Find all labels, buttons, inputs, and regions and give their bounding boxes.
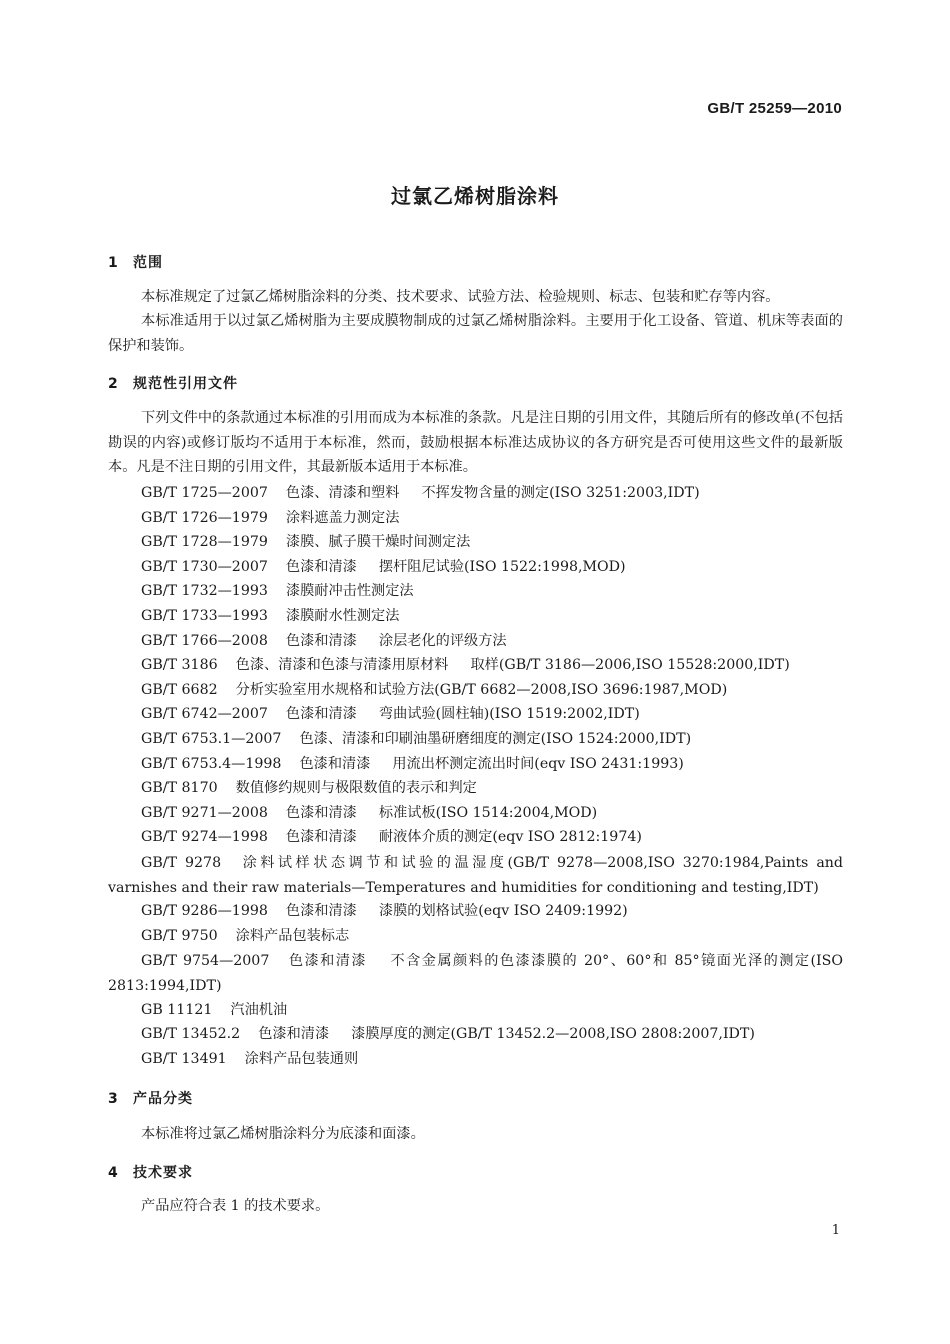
section-2-heading bbox=[108, 373, 238, 393]
reference-code: GB/T 9750 bbox=[141, 927, 218, 944]
reference-title: 漆膜的划格试验(eqv ISO 2409:1992) bbox=[378, 903, 628, 920]
section-1-paragraph-2: 本标准适用于以过氯乙烯树脂为主要成膜物制成的过氯乙烯树脂涂料。主要用于化工设备、管道、机床等表面的保护和装饰。 bbox=[108, 313, 843, 354]
reference-entry bbox=[141, 531, 470, 551]
reference-entry bbox=[141, 802, 597, 822]
section-title: 产品分类 bbox=[133, 1091, 193, 1107]
section-number: 1 bbox=[108, 255, 119, 271]
reference-title: 标准试板(ISO 1514:2004,MOD) bbox=[378, 804, 598, 821]
reference-entry bbox=[141, 777, 477, 797]
reference-code: GB/T 9274—1998 bbox=[141, 829, 268, 846]
reference-entry bbox=[141, 728, 691, 748]
reference-title: 摆杆阻尼试验(ISO 1522:1998,MOD) bbox=[378, 558, 626, 575]
section-1-paragraph-1: 本标准规定了过氯乙烯树脂涂料的分类、技术要求、试验方法、检验规则、标志、包装和贮存等内容。 bbox=[141, 289, 780, 305]
reference-code: GB/T 9271—2008 bbox=[141, 804, 268, 821]
reference-code: GB/T 1725—2007 bbox=[141, 485, 268, 501]
reference-code: GB/T 1733—1993 bbox=[141, 608, 268, 624]
reference-entry bbox=[141, 826, 642, 846]
section-number: 2 bbox=[108, 376, 119, 392]
reference-code: GB/T 13491 bbox=[141, 1050, 227, 1067]
reference-entry bbox=[108, 851, 843, 900]
section-2-intro: 下列文件中的条款通过本标准的引用而成为本标准的条款。凡是注日期的引用文件，其随后所有的修改单(不包括勘误的内容)或修订版均不适用于本标准，然而，鼓励根据本标准达成协议的各方研究是否可使用这些文件的最新版本。凡是不注日期的引用文件，其最新版本适用于本标准。 bbox=[108, 410, 843, 476]
reference-code: GB/T 1766—2008 bbox=[141, 632, 268, 649]
reference-title: 用流出杯测定流出时间(eqv ISO 2431:1993) bbox=[392, 755, 684, 772]
reference-title: 色漆、清漆和色漆与清漆用原材料 bbox=[235, 657, 449, 674]
reference-entry bbox=[141, 900, 628, 920]
section-4-paragraph: 产品应符合表 1 的技术要求。 bbox=[141, 1198, 330, 1214]
reference-entry bbox=[141, 482, 700, 502]
reference-code: GB/T 13452.2 bbox=[141, 1026, 241, 1043]
reference-title: 数值修约规则与极限数值的表示和判定 bbox=[235, 780, 477, 797]
reference-title: 色漆和清漆 bbox=[285, 829, 357, 846]
reference-code: GB/T 9286—1998 bbox=[141, 903, 268, 920]
section-number: 4 bbox=[108, 1165, 119, 1181]
reference-entry bbox=[141, 630, 507, 650]
reference-title: 涂层老化的评级方法 bbox=[378, 632, 507, 649]
reference-code: GB/T 6742—2007 bbox=[141, 706, 268, 723]
reference-entry bbox=[141, 507, 399, 527]
reference-code: GB/T 1730—2007 bbox=[141, 558, 268, 575]
reference-title: 色漆和清漆 bbox=[285, 558, 357, 575]
reference-code: GB/T 9278 bbox=[141, 855, 222, 871]
reference-title: 色漆和清漆 bbox=[299, 755, 371, 772]
reference-entry bbox=[141, 703, 640, 723]
reference-title: 耐液体介质的测定(eqv ISO 2812:1974) bbox=[378, 829, 642, 846]
page-number: 1 bbox=[831, 1223, 840, 1238]
section-3-heading bbox=[108, 1088, 193, 1108]
reference-code: GB/T 6682 bbox=[141, 681, 218, 698]
reference-title: 涂料试样状态调节和试验的温湿度(GB/T 9278—2008,ISO 3270:1984,Paints and varnishes and their raw materials—Temperatures and humidities for conditioning and testing,IDT) bbox=[108, 855, 843, 896]
section-4-heading bbox=[108, 1162, 193, 1182]
reference-title: 色漆和清漆 bbox=[287, 953, 368, 970]
reference-code: GB/T 6753.4—1998 bbox=[141, 755, 282, 772]
reference-code: GB 11121 bbox=[141, 1001, 213, 1018]
reference-code: GB/T 6753.1—2007 bbox=[141, 731, 282, 747]
section-title: 技术要求 bbox=[133, 1165, 193, 1181]
reference-entry bbox=[141, 1048, 358, 1068]
reference-title: 汽油机油 bbox=[230, 1001, 288, 1018]
reference-title: 不挥发物含量的测定(ISO 3251:2003,IDT) bbox=[421, 485, 700, 501]
reference-title: 色漆和清漆 bbox=[258, 1026, 330, 1043]
reference-title: 分析实验室用水规格和试验方法(GB/T 6682—2008,ISO 3696:1987,MOD) bbox=[235, 681, 728, 698]
reference-code: GB/T 1732—1993 bbox=[141, 583, 268, 600]
reference-title: 涂料遮盖力测定法 bbox=[285, 509, 400, 526]
reference-entry bbox=[141, 654, 790, 674]
section-title: 规范性引用文件 bbox=[133, 376, 238, 392]
reference-title: 漆膜厚度的测定(GB/T 13452.2—2008,ISO 2808:2007,IDT) bbox=[351, 1026, 755, 1043]
section-title: 范围 bbox=[133, 255, 163, 271]
reference-code: GB/T 9754—2007 bbox=[141, 953, 270, 970]
reference-title: 色漆、清漆和塑料 bbox=[285, 485, 400, 501]
reference-title: 不含金属颜料的色漆漆膜的 20°、60°和 85°镜面光泽的测定(ISO 2813:1994,IDT) bbox=[108, 953, 844, 994]
reference-title: 漆膜耐水性测定法 bbox=[285, 608, 400, 624]
reference-entry bbox=[141, 1023, 755, 1043]
reference-entry bbox=[108, 949, 843, 998]
standard-code: GB/T 25259—2010 bbox=[707, 100, 842, 117]
reference-entry bbox=[141, 999, 287, 1019]
section-number: 3 bbox=[108, 1091, 119, 1107]
reference-title: 涂料产品包装通则 bbox=[244, 1050, 359, 1067]
reference-entry bbox=[141, 556, 626, 576]
reference-title: 色漆、清漆和印刷油墨研磨细度的测定(ISO 1524:2000,IDT) bbox=[299, 731, 692, 747]
reference-entry bbox=[141, 925, 349, 945]
reference-entry bbox=[141, 580, 414, 600]
reference-title: 色漆和清漆 bbox=[285, 804, 357, 821]
document-title: 过氯乙烯树脂涂料 bbox=[391, 184, 559, 208]
reference-code: GB/T 1726—1979 bbox=[141, 509, 268, 526]
reference-title: 色漆和清漆 bbox=[285, 903, 357, 920]
reference-code: GB/T 1728—1979 bbox=[141, 534, 268, 551]
reference-entry bbox=[141, 605, 399, 625]
section-1-heading bbox=[108, 252, 163, 272]
reference-title: 漆膜耐冲击性测定法 bbox=[285, 583, 414, 600]
reference-title: 色漆和清漆 bbox=[285, 706, 357, 723]
section-3-paragraph: 本标准将过氯乙烯树脂涂料分为底漆和面漆。 bbox=[141, 1126, 425, 1142]
reference-title: 弯曲试验(圆柱轴)(ISO 1519:2002,IDT) bbox=[378, 706, 640, 723]
reference-entry bbox=[141, 679, 727, 699]
reference-code: GB/T 8170 bbox=[141, 780, 218, 797]
reference-title: 涂料产品包装标志 bbox=[235, 927, 350, 944]
reference-title: 取样(GB/T 3186—2006,ISO 15528:2000,IDT) bbox=[470, 657, 790, 674]
reference-entry bbox=[141, 753, 684, 773]
reference-code: GB/T 3186 bbox=[141, 657, 218, 674]
reference-title: 色漆和清漆 bbox=[285, 632, 357, 649]
reference-title: 漆膜、腻子膜干燥时间测定法 bbox=[285, 534, 471, 551]
